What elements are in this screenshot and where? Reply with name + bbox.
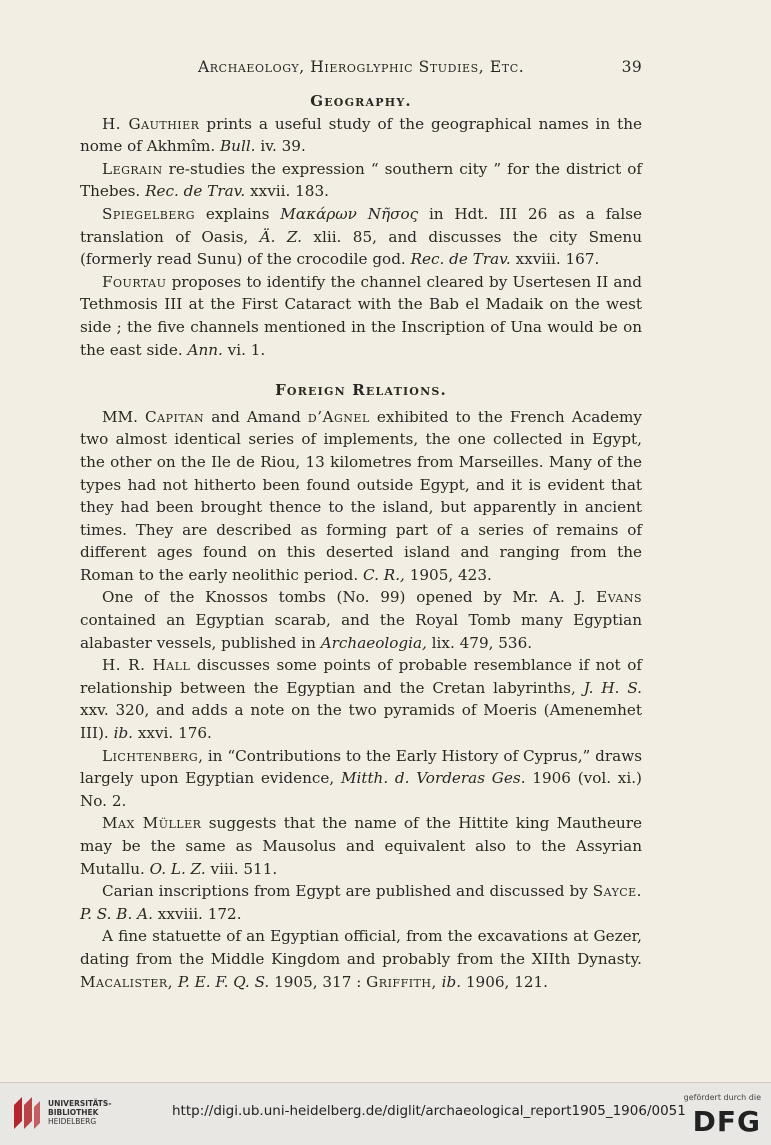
paragraph-text: proposes to identify the channel cleared by Usertesen II and Tethmosis III at the First Cataract with the Bab el Madaik on the west side ; the five channels mentioned in the Inscription of Una would be on the east side. [80,272,642,359]
greek-phrase: Μακάρων Νῆσος [280,204,419,223]
paragraph-text: discusses some points of probable resemblance if not of relationship between the Egyptian and the Cretan labyrinths, [80,656,642,697]
citation: ib. [113,724,134,743]
section-heading-foreign-relations: Foreign Relations. [275,381,447,400]
paragraph-text: 1906 (vol. xi.) No. 2. [80,769,642,810]
body-text [80,90,642,993]
author-name: Max Müller [102,814,202,833]
author-name: Evans [596,588,642,607]
paragraph-gezer [80,925,642,993]
paragraph-text: prints a useful study of the geographical names in the nome of Akhmîm. [80,114,642,156]
paragraph-text: and Amand [204,407,308,426]
library-name-line: UNIVERSITÄTS- [48,1099,112,1108]
paragraph-text: xxviii. 167. [510,250,600,269]
paragraph-text: exhibited to the French Academy two almost identical series of implements, the one collected in Egypt, the other on the Ile de Riou, 13 kilometres from Marseilles. Many of the types had not hitherto been found outside Egypt, and it is evident that they had been brought thence to the island, but apparently in ancient times. They are described as forming part of a series of remains of different ages found on this deserted island and ranging from the Roman to the early neolithic period. [80,407,642,584]
funder-caption: gefördert durch die [683,1093,761,1102]
page-number: 39 [621,58,642,76]
library-name-line: BIBLIOTHEK [48,1108,99,1117]
author-name: Sayce. [592,882,642,901]
paragraph-hall [80,654,642,744]
author-name: Lichtenberg [102,746,199,765]
paragraph-text: MM. [102,407,146,426]
paragraph-text: iv. 39. [255,137,306,156]
paragraph-text: xxviii. 172. [152,904,242,923]
paragraph-legrain [80,158,642,203]
citation: Mitth. d. Vorderas Ges. [340,769,526,788]
citation: C. R., [363,565,405,584]
paragraph-spiegelberg [80,203,642,271]
citation: J. H. S. [583,678,643,697]
paragraph-text: explains [195,204,281,223]
paragraph-text: re-studies the expression “ southern city ” for the district of Thebes. [80,159,642,201]
author-name: Macalister, [80,972,174,991]
citation: P. E. F. Q. S. [177,972,270,991]
section-heading-geography: Geography. [310,92,412,110]
author-name: H. R. Hall [102,656,191,675]
dfg-logo: DFG [692,1105,761,1138]
paragraph-text: 1905, 423. [404,565,492,584]
author-name: Spiegelberg [102,204,195,223]
author-name: Capitan [145,407,205,426]
paragraph-text: viii. 511. [205,859,278,878]
citation: Ä. Z. [259,227,302,246]
paragraph-text: contained an Egyptian scarab, and the Royal Tomb many Egyptian alabaster vessels, published in [80,611,642,652]
university-library-logo-icon [10,1095,42,1131]
paragraph-text: 1905, 317 : [269,972,367,991]
paragraph-text: A fine statuette of an Egyptian official, from the excavations at Gezer, dating from the Middle Kingdom and probably from the XIIth Dynasty. [80,927,642,968]
paragraph-fourtau [80,271,642,361]
citation: ib. [441,972,462,991]
running-head-title: Archaeology, Hieroglyphic Studies, Etc. [198,58,525,76]
paragraph-lichtenberg [80,745,642,813]
author-name: Fourtau [102,272,167,291]
citation: Rec. de Trav. [410,250,511,269]
permalink-url[interactable]: http://digi.ub.uni-heidelberg.de/diglit/archaeological_report1905_1906/0051 [172,1103,686,1119]
citation: Bull. [220,137,256,156]
citation: Rec. de Trav. [145,182,246,201]
author-name: H. Gauthier [102,114,200,133]
paragraph-evans [80,586,642,654]
library-name [48,1099,111,1126]
paragraph-text: xxvi. 176. [133,724,212,743]
digitization-footer [0,1082,771,1145]
paragraph-text: One of the Knossos tombs (No. 99) opened by Mr. A. J. [102,588,597,607]
paragraph-text: xlii. 85, and discusses the city Smenu (formerly read Sunu) of the crocodile god. [80,227,642,269]
paragraph-text: in Hdt. III 26 as a false translation of Oasis, [80,204,643,246]
paragraph-text: , in “Contributions to the Early History of Cyprus,” draws largely upon Egyptian evidence, [80,746,642,788]
paragraph-text: vi. 1. [222,340,266,359]
library-name-line: HEIDELBERG [48,1117,97,1126]
paragraph-text: 1906, 121. [461,972,549,991]
author-name: d’Agnel [307,407,370,426]
author-name: Griffith, [366,972,437,991]
paragraph-text: suggests that the name of the Hittite king Mautheure may be the same as Mausolus and equivalent also to the Assyrian Mutallu. [80,814,642,878]
paragraph-capitan [80,406,642,587]
citation: Archaeologia, [320,633,427,652]
author-name: Legrain [102,159,163,178]
paragraph-carian [80,880,642,925]
paragraph-gauthier [80,113,642,158]
citation: Ann. [187,340,223,359]
paragraph-muller [80,812,642,880]
paragraph-text: xxv. 320, and adds a note on the two pyramids of Moeris (Amenemhet III). [80,701,642,743]
citation: O. L. Z. [149,859,206,878]
citation: P. S. B. A. [80,904,153,923]
paragraph-text: Carian inscriptions from Egypt are published and discussed by [102,882,593,901]
paragraph-text: lix. 479, 536. [426,633,533,652]
paragraph-text: xxvii. 183. [245,182,329,201]
